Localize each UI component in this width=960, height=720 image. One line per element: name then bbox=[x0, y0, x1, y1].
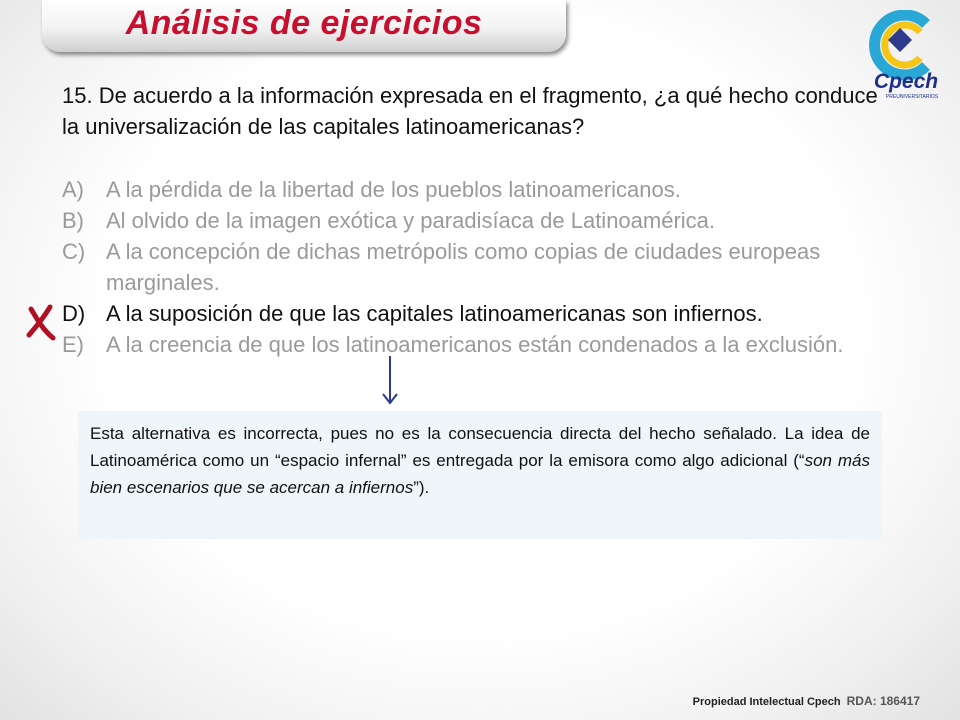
explanation-text-end: ”). bbox=[413, 478, 430, 497]
option-a bbox=[62, 174, 922, 205]
option-text: A la suposición de que las capitales latinoamericanas son infiernos. bbox=[106, 301, 763, 326]
option-letter: A) bbox=[62, 177, 84, 202]
explanation-text: Esta alternativa es incorrecta, pues no es la consecuencia directa del hecho señalado. La idea de Latinoamérica como un “espacio infernal” es entregada por la emisora como algo adicional (“ bbox=[90, 424, 870, 470]
copyright-text: Propiedad Intelectual Cpech bbox=[692, 696, 841, 708]
footer bbox=[693, 694, 920, 708]
logo-text: Cpech bbox=[873, 70, 939, 93]
options-list bbox=[62, 174, 922, 360]
explanation-quote: son más bien escenarios que se acercan a infiernos bbox=[90, 451, 871, 497]
title-tab bbox=[42, 0, 566, 52]
option-letter: B) bbox=[62, 208, 84, 233]
cross-mark-icon bbox=[26, 303, 56, 341]
option-letter: D) bbox=[62, 301, 86, 326]
logo-tagline: PREUNIVERSITARIOS bbox=[885, 94, 939, 100]
rda-text: RDA: 186417 bbox=[846, 694, 920, 708]
option-text: Al olvido de la imagen exótica y paradisíaca de Latinoamérica. bbox=[106, 208, 716, 233]
page-title: Análisis de ejercicios bbox=[125, 4, 483, 42]
option-b bbox=[62, 205, 922, 236]
option-e bbox=[62, 329, 922, 360]
option-text: A la concepción de dichas metrópolis como copias de ciudades europeas marginales. bbox=[106, 239, 821, 295]
option-text: A la creencia de que los latinoamericanos están condenados a la exclusión. bbox=[106, 332, 844, 357]
option-letter: E) bbox=[62, 332, 84, 357]
option-d bbox=[62, 298, 922, 329]
option-letter: C) bbox=[62, 239, 86, 264]
question-text: 15. De acuerdo a la información expresada en el fragmento, ¿a qué hecho conduce la universalización de las capitales latinoamericanas? bbox=[62, 83, 878, 139]
option-c bbox=[62, 236, 922, 298]
option-text: A la pérdida de la libertad de los pueblos latinoamericanos. bbox=[106, 177, 681, 202]
arrow-down-icon bbox=[380, 356, 400, 406]
explanation-box bbox=[78, 411, 882, 539]
